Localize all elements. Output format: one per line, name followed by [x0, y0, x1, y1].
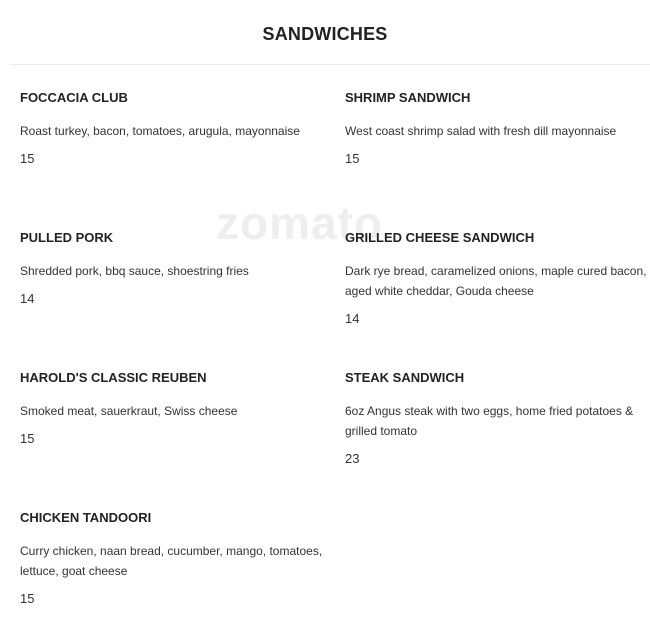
menu-item-description: Curry chicken, naan bread, cucumber, mango, tomatoes, lettuce, goat cheese — [20, 544, 323, 578]
menu-item — [345, 230, 650, 327]
menu-item-name: FOCCACIA CLUB — [20, 90, 128, 105]
menu-item-description: Roast turkey, bacon, tomatoes, arugula, mayonnaise — [20, 124, 300, 138]
menu-item-price: 14 — [20, 291, 35, 306]
watermark-logo: zomato — [216, 197, 383, 249]
menu-item-description: Smoked meat, sauerkraut, Swiss cheese — [20, 404, 238, 418]
menu-item-price: 15 — [20, 431, 35, 446]
menu-item-name: PULLED PORK — [20, 230, 114, 245]
menu-item-price: 23 — [345, 451, 360, 466]
menu-item-name: HAROLD'S CLASSIC REUBEN — [20, 370, 207, 385]
menu-item — [345, 370, 650, 467]
menu-item-description: Shredded pork, bbq sauce, shoestring fries — [20, 264, 249, 278]
menu-item — [345, 90, 650, 167]
menu-item-name: CHICKEN TANDOORI — [20, 510, 152, 525]
menu-item — [20, 510, 330, 607]
menu-item-price: 15 — [20, 151, 35, 166]
menu-item-name: SHRIMP SANDWICH — [345, 90, 471, 105]
menu-item-price: 15 — [345, 151, 360, 166]
menu-item — [20, 230, 330, 307]
menu-item — [20, 90, 330, 167]
menu-item-name: STEAK SANDWICH — [345, 370, 465, 385]
menu-item-description: West coast shrimp salad with fresh dill mayonnaise — [345, 124, 617, 138]
menu-item — [20, 370, 330, 447]
title-divider — [10, 64, 650, 65]
menu-item-price: 14 — [345, 311, 360, 326]
section-title: SANDWICHES — [262, 24, 388, 44]
menu-item-price: 15 — [20, 591, 35, 606]
menu-item-description: 6oz Angus steak with two eggs, home fried potatoes & grilled tomato — [345, 404, 634, 438]
menu-item-name: GRILLED CHEESE SANDWICH — [345, 230, 535, 245]
menu-item-description: Dark rye bread, caramelized onions, maple cured bacon, aged white cheddar, Gouda cheese — [345, 264, 647, 298]
